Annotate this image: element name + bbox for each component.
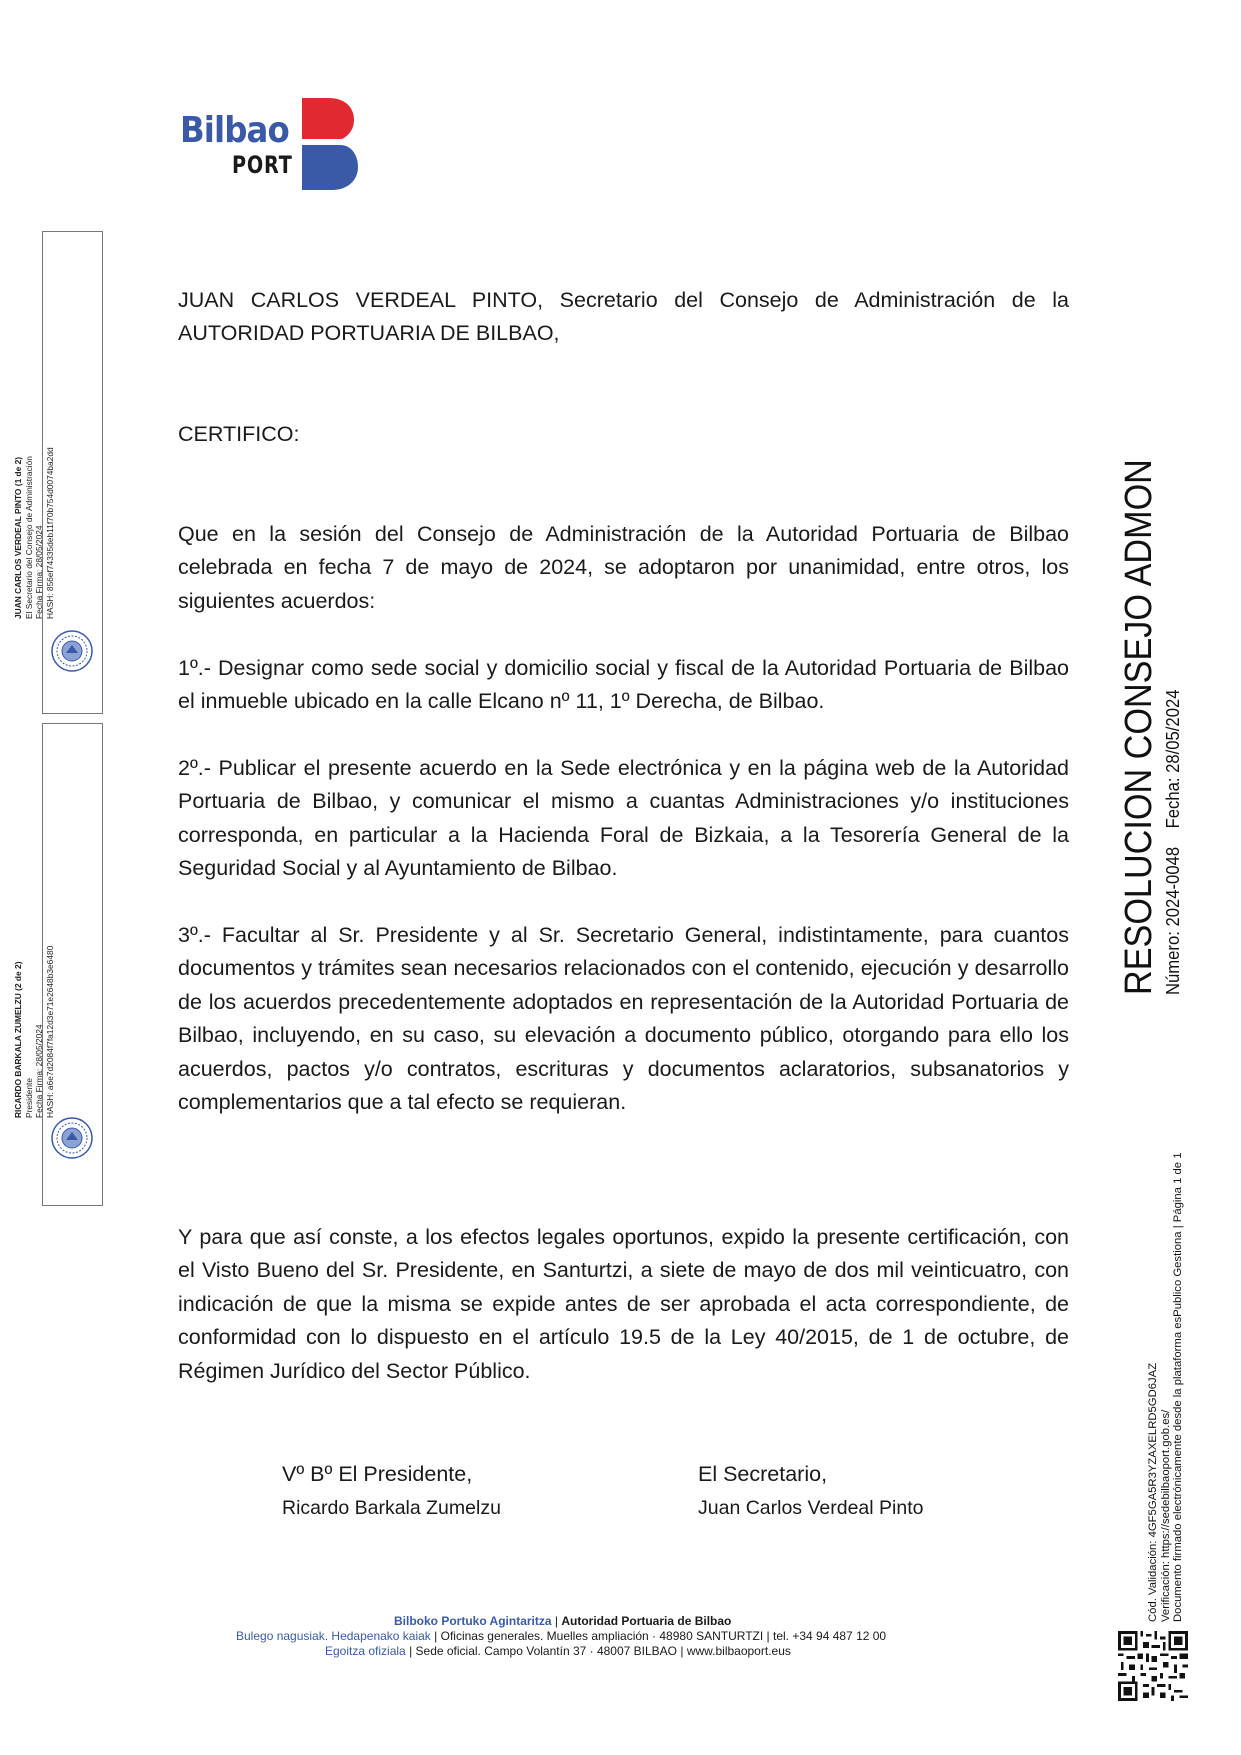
signature-box-secretario xyxy=(13,231,103,714)
signature-stamp-text xyxy=(13,878,55,1118)
page-footer: Bilboko Portuko Agintaritza | Autoridad Portuaria de Bilbao Bulego nagusiak. Hedapenako kaiak | Oficinas generales. Muelles ampliación · 48980 SANTURTZI | tel. +34 94 487 12 00 Egoitza ofiziala | Sede oficial. Campo Volantín 37 · 48007 BILBAO | www.bilbaoport.eus xyxy=(236,1614,887,1658)
agreement-1: 1º.- Designar como sede social y domicilio social y fiscal de la Autoridad Portuaria de Bilbao el inmueble ubicado en la calle Elcano nº 11, 1º Derecha, de Bilbao. xyxy=(178,656,1069,714)
qr-code-icon xyxy=(1118,1631,1188,1701)
signature-hash: HASH: a6e7d2084f7fa12d3e71e2648b3e6480 xyxy=(44,945,55,1118)
official-seal-icon xyxy=(50,629,94,673)
logo-b-mark xyxy=(300,98,360,190)
resolution-stamp xyxy=(1117,400,1185,995)
logo-port-text: PORT xyxy=(232,151,293,179)
signoff-label: El Secretario, xyxy=(698,1462,828,1486)
signature-hash: HASH: 856ef74335deb11f70b754d0074ba2dd xyxy=(44,447,55,619)
signature-role: El Secretario del Consejo de Administración xyxy=(23,456,34,619)
signature-date: Fecha Firma: 28/05/2024 xyxy=(34,1024,44,1118)
intro-paragraph: JUAN CARLOS VERDEAL PINTO, Secretario del Consejo de Administración de la AUTORIDAD PORTUARIA DE BILBAO, xyxy=(178,288,1069,346)
signature-role: Presidente xyxy=(23,1077,34,1118)
signature-name: JUAN CARLOS VERDEAL PINTO (1 de 2) xyxy=(13,456,23,619)
signoff-name: Ricardo Barkala Zumelzu xyxy=(282,1497,501,1519)
footer-seat-eu: Egoitza ofiziala xyxy=(325,1644,406,1658)
certifico-heading: CERTIFICO: xyxy=(178,422,300,446)
footer-offices-eu: Bulego nagusiak. Hedapenako kaiak xyxy=(236,1629,431,1643)
closing-paragraph: Y para que así conste, a los efectos legales oportunos, expido la presente certificación, con el Visto Bueno del Sr. Presidente, en Santurtzi, a siete de mayo de dos mil veinticuatro, con indicación de que la misma se expide antes de ser aprobada el acta correspondiente, de conformidad con lo dispuesto en el artículo 19.5 de la Ley 40/2015, de 1 de octubre, de Régimen Jurídico del Sector Público. xyxy=(178,1225,1069,1383)
signoff-label: Vº Bº El Presidente, xyxy=(282,1462,473,1486)
logo-bilbao-text: Bilbao xyxy=(180,110,289,151)
resolution-title: RESOLUCION CONSEJO ADMON xyxy=(1118,459,1160,995)
footer-tel: tel. +34 94 487 12 00 xyxy=(773,1629,887,1643)
official-seal-icon xyxy=(50,1116,94,1160)
footer-org-es: Autoridad Portuaria de Bilbao xyxy=(561,1614,732,1628)
session-paragraph: Que en la sesión del Consejo de Administración de la Autoridad Portuaria de Bilbao celebrada en fecha 7 de mayo de 2024, se adoptaron por unanimidad, entre otros, los siguientes acuerdos: xyxy=(178,522,1069,613)
footer-seat-es: Sede oficial. Campo Volantín 37 · 48007 BILBAO xyxy=(415,1644,678,1658)
validation-url: Verificación: https://sedebilbaoport.gob.es/ xyxy=(1159,1409,1172,1622)
signature-date: Fecha Firma: 28/05/2024 xyxy=(34,525,44,619)
footer-org-eu: Bilboko Portuko Agintaritza xyxy=(394,1614,552,1628)
resolution-number: Número: 2024-0048 xyxy=(1162,846,1183,995)
footer-offices-es: Oficinas generales. Muelles ampliación · 48980 SANTURTZI xyxy=(440,1629,764,1643)
bilbao-port-logo xyxy=(180,98,360,190)
signoff-presidente xyxy=(282,1457,501,1525)
signoff-secretario xyxy=(698,1457,923,1525)
resolution-number-date xyxy=(1161,459,1185,995)
agreement-2: 2º.- Publicar el presente acuerdo en la Sede electrónica y en la página web de la Autoridad Portuaria de Bilbao, y comunicar el mismo a cuantas Administraciones y/o instituciones corresponda, en particular a la Hacienda Foral de Bizkaia, a la Tesorería General de la Seguridad Social y al Ayuntamiento de Bilbao. xyxy=(178,756,1069,881)
validation-info xyxy=(1147,1152,1185,1622)
signature-box-presidente xyxy=(13,723,103,1206)
footer-web: www.bilbaoport.eus xyxy=(686,1644,791,1658)
validation-signed: Documento firmado electrónicamente desde la plataforma esPublico Gestiona | Página 1 de 1 xyxy=(1172,1152,1184,1622)
resolution-date: Fecha: 28/05/2024 xyxy=(1162,689,1183,829)
signature-stamp-text xyxy=(13,379,55,619)
signoff-name: Juan Carlos Verdeal Pinto xyxy=(698,1497,924,1519)
signature-name: RICARDO BARKALA ZUMELZU (2 de 2) xyxy=(13,961,23,1118)
validation-code: Cód. Validación: 4GF5GA5R3YZAXELRD5GD6JAZ xyxy=(1147,1362,1159,1622)
agreement-3: 3º.- Facultar al Sr. Presidente y al Sr. Secretario General, indistintamente, para cuantos documentos y trámites sean necesarios relacionados con el contenido, ejecución y desarrollo de los acuerdos precedentemente adoptados en representación de la Autoridad Portuaria de Bilbao, incluyendo, en su caso, su elevación a documento público, otorgando para ello los acuerdos, pactos y/o contratos, escrituras y documentos aclaratorios, subsanatorios y complementarios que a tal efecto se requieran. xyxy=(178,923,1069,1115)
